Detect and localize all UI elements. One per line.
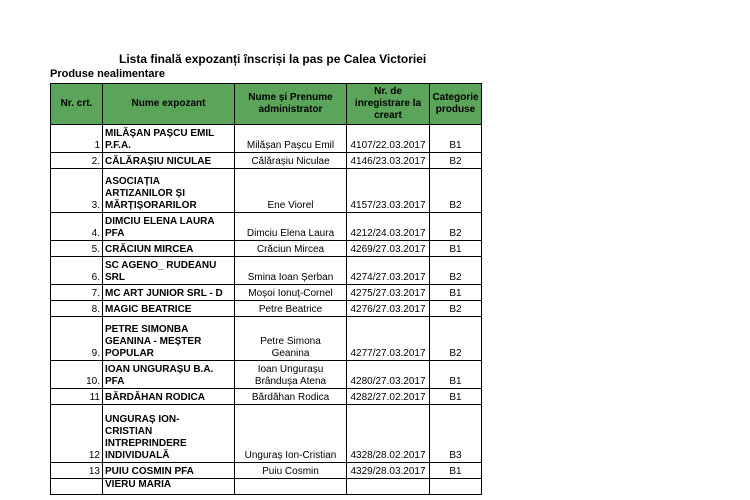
cell-nr: 13 [51,463,103,479]
cell-name: MC ART JUNIOR SRL - D [103,285,235,301]
header-reg: Nr. de inregistrare la creart [347,84,430,125]
cell-reg: 4282/27.02.2017 [347,389,430,405]
cell-name: BĂRDĂHAN RODICA [103,389,235,405]
cell-admin: Ene Viorel [235,169,347,213]
header-cat: Categorie produse [430,84,482,125]
cell-name: MAGIC BEATRICE [103,301,235,317]
cell-admin: Ioan Ungurașu Brândușa Atena [235,361,347,389]
table-row [51,301,482,317]
cell-reg: 4276/27.03.2017 [347,301,430,317]
table-row [51,479,482,495]
cell-reg: 4280/27.03.2017 [347,361,430,389]
cell-name: DIMCIU ELENA LAURA PFA [103,213,235,241]
cell-name: UNGURAȘ ION- CRISTIAN INTREPRINDERE INDIVIDUALĂ [103,405,235,463]
cell-nr: 2. [51,153,103,169]
cell-name: IOAN UNGURAȘU B.A. PFA [103,361,235,389]
cell-name: SC AGENO_ RUDEANU SRL [103,257,235,285]
cell-name: ASOCIAȚIA ARTIZANILOR ȘI MĂRȚIȘORARILOR [103,169,235,213]
table-row [51,317,482,361]
cell-nr: 8. [51,301,103,317]
cell-cat: B3 [430,405,482,463]
cell-nr: 12 [51,405,103,463]
cell-name: CRĂCIUN MIRCEA [103,241,235,257]
cell-cat: B2 [430,301,482,317]
table-row [51,405,482,463]
cell-reg [347,479,430,495]
cell-admin: Puiu Cosmin [235,463,347,479]
cell-nr [51,479,103,495]
table-row [51,241,482,257]
cell-reg: 4212/24.03.2017 [347,213,430,241]
cell-admin: Călărașiu Niculae [235,153,347,169]
header-name: Nume expozant [103,84,235,125]
cell-cat: B2 [430,317,482,361]
cell-cat: B1 [430,463,482,479]
cell-reg: 4275/27.03.2017 [347,285,430,301]
cell-admin: Dimciu Elena Laura [235,213,347,241]
cell-cat: B1 [430,125,482,153]
table-row [51,213,482,241]
cell-reg: 4274/27.03.2017 [347,257,430,285]
cell-name: PUIU COSMIN PFA [103,463,235,479]
table-row [51,257,482,285]
cell-admin: Petre Beatrice [235,301,347,317]
cell-admin: Crăciun Mircea [235,241,347,257]
table-row [51,169,482,213]
cell-reg: 4328/28.02.2017 [347,405,430,463]
table-row [51,153,482,169]
cell-name: PETRE SIMONBA GEANINA - MEȘTER POPULAR [103,317,235,361]
cell-reg: 4146/23.03.2017 [347,153,430,169]
cell-nr: 4. [51,213,103,241]
cell-cat: B1 [430,241,482,257]
header-nr: Nr. crt. [51,84,103,125]
cell-reg: 4269/27.03.2017 [347,241,430,257]
cell-admin: Smina Ioan Șerban [235,257,347,285]
cell-nr: 11 [51,389,103,405]
table-row [51,361,482,389]
cell-name: MILĂȘAN PAȘCU EMIL P.F.A. [103,125,235,153]
cell-reg: 4107/22.03.2017 [347,125,430,153]
cell-nr: 6. [51,257,103,285]
header-admin: Nume și Prenume administrator [235,84,347,125]
cell-cat: B2 [430,213,482,241]
cell-name: VIERU MARIA [103,479,235,495]
cell-cat: B1 [430,285,482,301]
table-header-row [51,84,482,125]
cell-nr: 1 [51,125,103,153]
table-row [51,389,482,405]
cell-nr: 7. [51,285,103,301]
cell-nr: 9. [51,317,103,361]
cell-cat: B1 [430,389,482,405]
section-subtitle: Produse nealimentare [50,68,165,80]
cell-name: CĂLĂRAȘIU NICULAE [103,153,235,169]
cell-admin: Petre Simona Geanina [235,317,347,361]
cell-reg: 4277/27.03.2017 [347,317,430,361]
cell-nr: 5. [51,241,103,257]
cell-reg: 4329/28.03.2017 [347,463,430,479]
cell-admin: Moșoi Ionuț-Cornel [235,285,347,301]
cell-admin: Bărdăhan Rodica [235,389,347,405]
cell-cat: B2 [430,169,482,213]
cell-nr: 3. [51,169,103,213]
cell-cat [430,479,482,495]
cell-cat: B1 [430,361,482,389]
document-title: Lista finală expozanți înscriși la pas pe Calea Victoriei [119,52,427,66]
cell-reg: 4157/23.03.2017 [347,169,430,213]
cell-admin: Milășan Pașcu Emil [235,125,347,153]
exhibitors-table [50,83,482,495]
table-row [51,463,482,479]
table-row [51,125,482,153]
cell-admin [235,479,347,495]
cell-cat: B2 [430,153,482,169]
cell-nr: 10. [51,361,103,389]
cell-admin: Unguraș Ion-Cristian [235,405,347,463]
cell-cat: B2 [430,257,482,285]
table-row [51,285,482,301]
